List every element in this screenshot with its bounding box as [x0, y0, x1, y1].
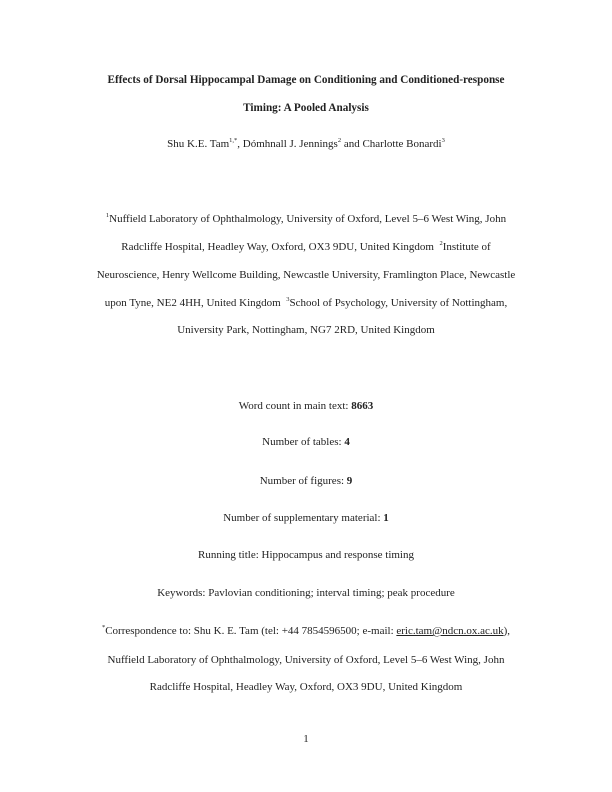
running-title: Running title: Hippocampus and response timing [197, 549, 414, 561]
keywords: Keywords: Pavlovian conditioning; interval timing; peak procedure [157, 587, 455, 599]
supplementary-count-label: Number of supplementary material: [223, 512, 384, 524]
affiliation-marker: 3 [286, 296, 290, 303]
word-count [0, 399, 612, 413]
author-name: Shu K.E. Tam [167, 138, 230, 150]
affiliation-line [0, 240, 612, 254]
affiliation-line: Neuroscience, Henry Wellcome Building, Newcastle University, Framlington Place, Newcastle [96, 269, 516, 281]
affiliation-text: Institute of [442, 241, 491, 253]
affiliation-line: University Park, Nottingham, NG7 2RD, United Kingdom [177, 324, 435, 336]
paper-title-line-1: Effects of Dorsal Hippocampal Damage on Conditioning and Conditioned-response [107, 74, 505, 86]
author-separator: and [341, 138, 363, 150]
author-separator: , [237, 138, 243, 150]
figure-count-value: 9 [346, 475, 353, 487]
page-number: 1 [303, 733, 309, 745]
affiliation-text: Radcliffe Hospital, Headley Way, Oxford, OX3 9DU, United Kingdom [121, 241, 434, 253]
author-name: Charlotte Bonardi [362, 138, 442, 150]
paper-title-line-2: Timing: A Pooled Analysis [243, 102, 369, 114]
word-count-label: Word count in main text: [238, 400, 352, 412]
supplementary-count [0, 511, 612, 525]
affiliation-line [0, 296, 612, 310]
table-count-label: Number of tables: [262, 436, 345, 448]
correspondence-address-line: Radcliffe Hospital, Headley Way, Oxford, OX3 9DU, United Kingdom [149, 681, 463, 693]
correspondence-text: Correspondence to: Shu K. E. Tam (tel: +44 7854596500; e-mail: [105, 625, 397, 637]
affiliation-text: upon Tyne, NE2 4HH, United Kingdom [104, 297, 281, 309]
supplementary-count-value: 1 [383, 512, 389, 524]
word-count-value: 8663 [351, 400, 374, 412]
author-affiliation-marker: 2 [337, 137, 342, 144]
affiliation-marker: 2 [439, 240, 443, 247]
affiliation-line [0, 212, 612, 226]
table-count [0, 435, 612, 449]
correspondence-text: ), [503, 625, 511, 637]
affiliation-marker: 1 [105, 212, 110, 219]
figure-count [0, 474, 612, 488]
author-affiliation-marker: 1,* [229, 137, 238, 144]
author-affiliation-marker: 3 [441, 137, 445, 144]
correspondence-marker: * [101, 624, 106, 631]
affiliation-text: School of Psychology, University of Nottingham, [289, 297, 508, 309]
author-name: Dómhnall J. Jennings [242, 138, 338, 150]
correspondence-address-line: Nuffield Laboratory of Ophthalmology, University of Oxford, Level 5–6 West Wing, John [107, 654, 505, 666]
author-list [0, 137, 612, 151]
email-link[interactable]: eric.tam@ndcn.ox.ac.uk [396, 625, 504, 637]
figure-count-label: Number of figures: [259, 475, 347, 487]
table-count-value: 4 [344, 436, 350, 448]
correspondence-line [0, 624, 612, 638]
affiliation-text: Nuffield Laboratory of Ophthalmology, University of Oxford, Level 5–6 West Wing, John [109, 213, 507, 225]
